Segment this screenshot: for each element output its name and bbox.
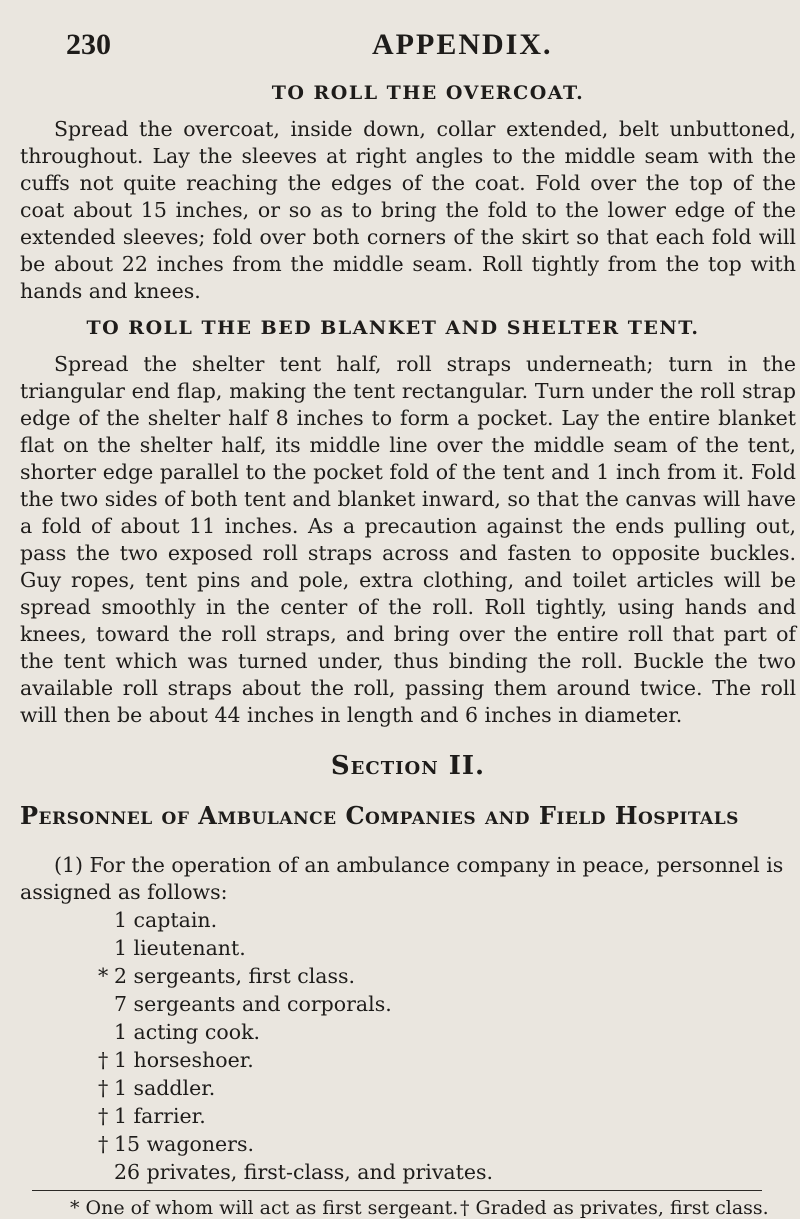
list-item — [114, 990, 796, 1018]
personnel-list — [20, 906, 796, 1186]
blanket-heading: TO ROLL THE BED BLANKET AND SHELTER TENT. — [86, 317, 700, 339]
list-item — [114, 1018, 796, 1046]
list-item-text: 7 sergeants and corporals. — [114, 992, 392, 1016]
personnel-heading: Personnel of Ambulance Companies and Field Hospitals — [20, 801, 739, 830]
blanket-paragraph: Spread the shelter tent half, roll straps underneath; turn in the triangular end flap, making the tent rectangular. Turn under the roll strap edge of the shelter half 8 inches to form a pocket. Lay the entire blanket flat on the shelter half, its middle line over the middle seam of the tent, shorter edge parallel to the pocket fold of the tent and 1 inch from it. Fold the two sides of both tent and blanket inward, so that the canvas will have a fold of about 11 inches. As a precaution against the ends pulling out, pass the two exposed roll straps across and fasten to opposite buckles. Guy ropes, tent pins and pole, extra clothing, and toilet articles will be spread smoothly in the center of the roll. Roll tightly, using hands and knees, toward the roll straps, and bring over the entire roll that part of the tent which was turned under, thus binding the roll. Buckle the two available roll straps about the roll, passing them around twice. The roll will then be about 44 inches in length and 6 inches in diameter. — [20, 352, 796, 727]
list-item-text: 1 lieutenant. — [114, 936, 246, 960]
list-item-text: 1 horseshoer. — [114, 1048, 254, 1072]
section-heading: Section II. — [330, 751, 486, 781]
list-item-text: 2 sergeants, first class. — [114, 964, 356, 988]
list-item — [114, 1158, 796, 1186]
list-item — [114, 934, 796, 962]
running-title: APPENDIX. — [372, 28, 553, 61]
footnote-mark: * — [98, 964, 109, 988]
list-item-text: 26 privates, first-class, and privates. — [114, 1160, 494, 1184]
list-item-text: 15 wagoners. — [114, 1132, 255, 1156]
page-number: 230 — [66, 28, 111, 61]
list-item — [98, 962, 796, 990]
overcoat-paragraph: Spread the overcoat, inside down, collar extended, belt unbuttoned, throughout. Lay the sleeves at right angles to the middle seam with the cuffs not quite reaching the edges of the coat. Fold over the top of the coat about 15 inches, or so as to bring the fold to the lower edge of the extended sleeves; fold over both corners of the skirt so that each fold will be about 22 inches from the middle seam. Roll tightly from the top with hands and knees. — [20, 117, 796, 303]
overcoat-heading: TO ROLL THE OVERCOAT. — [271, 82, 585, 104]
list-item — [98, 1102, 796, 1130]
page-content — [20, 82, 796, 1219]
footnote-mark: † — [98, 1048, 109, 1072]
list-item-text: 1 acting cook. — [114, 1020, 261, 1044]
list-item-text: 1 saddler. — [114, 1076, 216, 1100]
footnotes — [70, 1197, 796, 1219]
footnote-graded-privates: † Graded as privates, first class. — [460, 1197, 769, 1219]
footnote-mark: † — [98, 1132, 109, 1156]
footnote-mark: † — [98, 1104, 109, 1128]
personnel-intro: (1) For the operation of an ambulance company in peace, personnel is assigned as follows: — [20, 853, 784, 904]
list-item — [98, 1130, 796, 1158]
list-item-text: 1 farrier. — [114, 1104, 206, 1128]
list-item — [98, 1074, 796, 1102]
footnote-first-sergeant: * One of whom will act as first sergeant. — [70, 1197, 459, 1219]
list-item — [114, 906, 796, 934]
running-head — [42, 20, 790, 60]
list-item — [98, 1046, 796, 1074]
list-item-text: 1 captain. — [114, 908, 218, 932]
footnote-divider — [32, 1190, 762, 1191]
footnote-mark: † — [98, 1076, 109, 1100]
